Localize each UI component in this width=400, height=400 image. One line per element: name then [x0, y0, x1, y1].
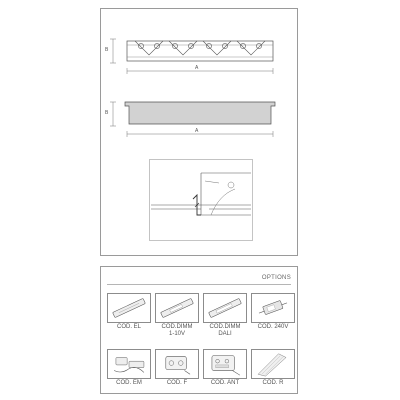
option-el[interactable] — [107, 293, 151, 331]
option-label: COD. R — [262, 380, 284, 386]
option-r[interactable] — [251, 349, 295, 387]
option-dimm-dali[interactable] — [203, 293, 247, 337]
option-label: COD.DIMM DALI — [209, 324, 241, 337]
option-f[interactable] — [155, 349, 199, 387]
dimmable-ballast-icon — [155, 293, 199, 323]
top-length-label: A — [195, 65, 199, 71]
fixture-section-drawing — [105, 94, 291, 144]
option-ant[interactable] — [203, 349, 247, 387]
options-title: OPTIONS — [261, 275, 291, 281]
dali-ballast-icon — [203, 293, 247, 323]
option-label: COD. F — [166, 380, 188, 386]
option-label: COD. EM — [116, 380, 142, 386]
reflector-icon — [251, 349, 295, 379]
option-label: COD. EL — [116, 324, 141, 330]
option-label: COD. 240V — [257, 324, 289, 330]
section-height-label: B — [105, 110, 109, 116]
option-em[interactable] — [107, 349, 151, 387]
option-label: COD.DIMM 1-10V — [161, 324, 193, 337]
fixture-elevation-drawing — [105, 31, 291, 81]
ballast-icon — [107, 293, 151, 323]
options-panel — [100, 266, 298, 394]
ceiling-mount-detail-drawing — [149, 159, 253, 241]
options-divider — [107, 284, 291, 285]
option-label: COD. ANT — [210, 380, 240, 386]
emergency-kit-icon — [107, 349, 151, 379]
option-240v[interactable] — [251, 293, 295, 331]
transformer-icon — [251, 293, 295, 323]
top-height-label: B — [105, 47, 109, 53]
drawings-panel — [100, 8, 298, 256]
option-dimm-1-10v[interactable] — [155, 293, 199, 337]
section-length-label: A — [195, 128, 199, 134]
anti-panic-icon — [203, 349, 247, 379]
fuse-connector-icon — [155, 349, 199, 379]
